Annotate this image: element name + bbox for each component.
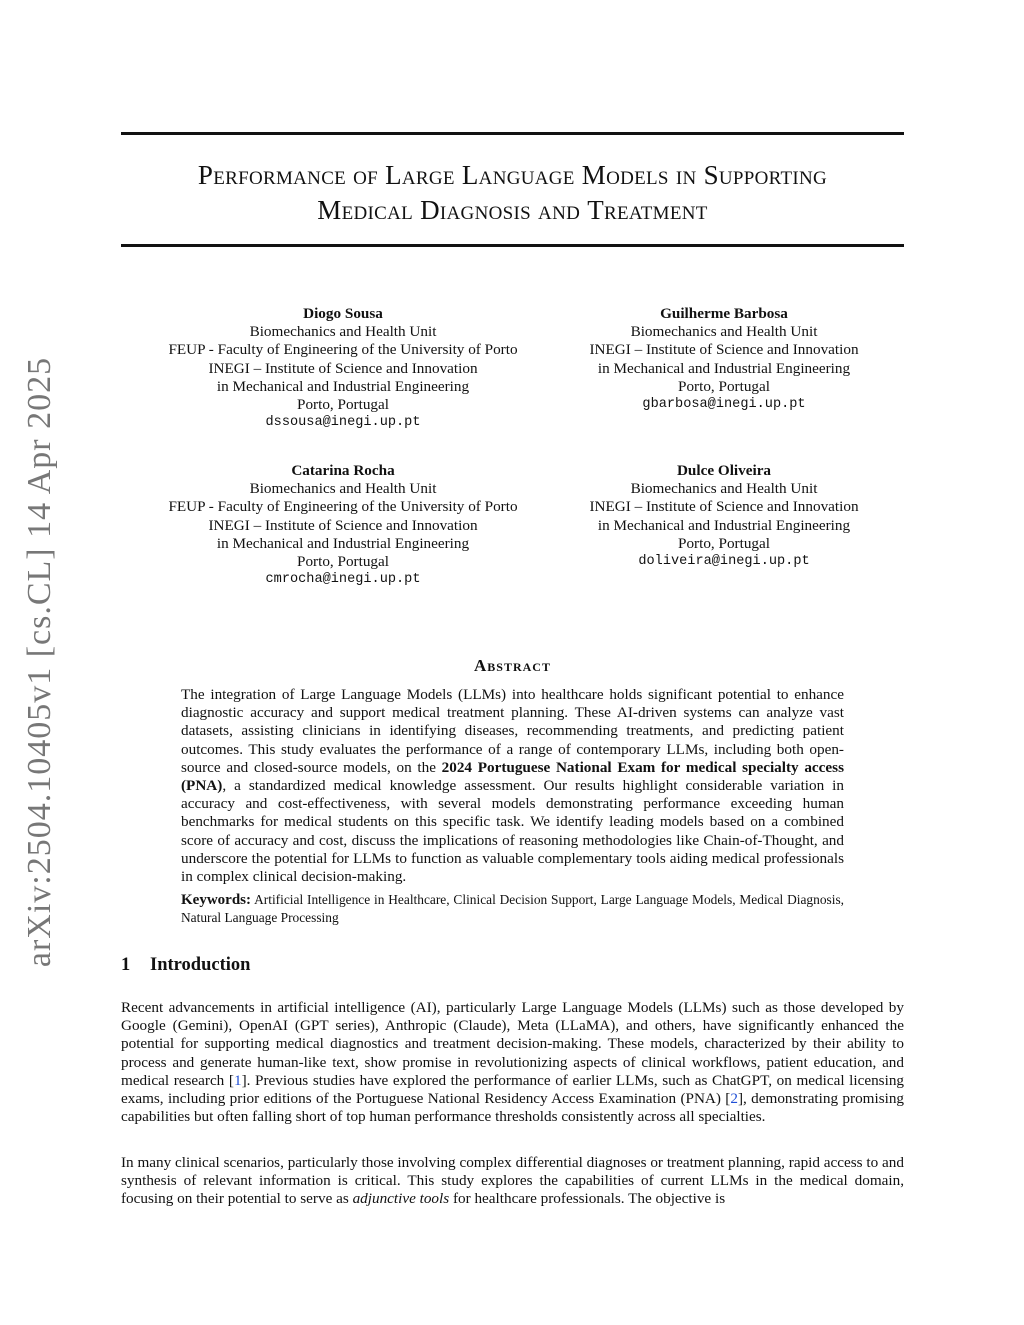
author-affiliation: INEGI – Institute of Science and Innovation: [208, 516, 478, 534]
abstract-text: The integration of Large Language Models (LLMs) into healthcare holds significant potential to enhance diagnostic accuracy and support medical treatment planning. These AI-driven systems can analyze vast datasets, assisting clinicians in identifying diseases, recommending treatments, and predicting patient outcomes. This study evaluates the performance of a range of contemporary LLMs, including both open-source and closed-source models, on the: [181, 686, 844, 776]
title-word: Performance: [197, 160, 347, 190]
title-word: Models: [581, 160, 669, 190]
abstract-text: , a standardized medical knowledge assessment. Our results highlight considerable variation in accuracy and cost-effectiveness, with several models demonstrating performance exceeding human benchmarks for medical students on this specific task. We identify leading models based on a combined score of accuracy and cost, discuss the implications of reasoning methodologies like Chain-of-Thought, and underscore the potential for LLMs to function as valuable complementary tools aiding medical professionals in complex clinical decision-making.: [181, 777, 844, 886]
title-word: Large: [385, 160, 455, 190]
author-affiliation: Biomechanics and Health Unit: [249, 480, 437, 498]
author-affiliation: Biomechanics and Health Unit: [630, 480, 818, 498]
author-email[interactable]: cmrocha@inegi.up.pt: [265, 572, 421, 588]
title-rule-bottom: [121, 244, 904, 247]
author-block: [544, 462, 904, 571]
author-name: Dulce Oliveira: [676, 462, 772, 479]
title-word: Language: [461, 160, 575, 190]
abstract-body: [181, 686, 844, 886]
intro-paragraph-2: [121, 1154, 904, 1209]
abstract-bold-text: 2024 Portuguese National Exam for medical specialty access (PNA): [181, 758, 844, 795]
author-affiliation: INEGI – Institute of Science and Innovation: [208, 359, 478, 377]
author-email[interactable]: dssousa@inegi.up.pt: [265, 415, 421, 431]
paragraph-text: Recent advancements in artificial intelligence (AI), particularly Large Language Models (LLMs) such as those developed by Google (Gemini), OpenAI (GPT series), Anthropic (Claude), Meta (LLaMA), and others, have significantly enhanced the potential for supporting medical diagnostics and treatment decision-making. These models, characterized by their ability to process and generate human-like text, show promise in revolutionizing aspects of clinical workflows, patient education, and medical research [: [121, 999, 904, 1089]
keywords: [181, 891, 844, 926]
title-word: Medical: [317, 195, 414, 225]
citation-link[interactable]: 2: [730, 1090, 738, 1108]
author-block: [143, 462, 543, 589]
arxiv-stamp: arXiv:2504.10405v1 [cs.CL] 14 Apr 2025: [21, 356, 58, 968]
author-affiliation: in Mechanical and Industrial Engineering: [216, 377, 470, 395]
title-word: Diagnosis: [420, 195, 531, 225]
title-word: and: [538, 195, 581, 225]
author-name: Catarina Rocha: [291, 462, 395, 479]
author-block: [143, 305, 543, 432]
author-affiliation: in Mechanical and Industrial Engineering: [597, 516, 851, 534]
section-title: Introduction: [150, 955, 251, 975]
author-affiliation: FEUP - Faculty of Engineering of the University of Porto: [168, 498, 518, 516]
author-email[interactable]: gbarbosa@inegi.up.pt: [642, 397, 806, 413]
author-affiliation: Biomechanics and Health Unit: [249, 323, 437, 341]
author-affiliation: Porto, Portugal: [297, 396, 389, 414]
emphasis-text: adjunctive tools: [352, 1190, 450, 1208]
keywords-text: Artificial Intelligence in Healthcare, Clinical Decision Support, Large Language Models, Medical Diagnosis, Natural Language Processing: [181, 892, 845, 925]
author-affiliation: Biomechanics and Health Unit: [630, 323, 818, 341]
intro-paragraph-1: [121, 999, 904, 1126]
author-name: Diogo Sousa: [303, 305, 383, 322]
author-affiliation: Porto, Portugal: [678, 534, 770, 552]
section-heading: [121, 955, 250, 976]
author-affiliation: INEGI – Institute of Science and Innovation: [589, 498, 859, 516]
citation-link[interactable]: 1: [233, 1071, 242, 1089]
title-word: of: [353, 160, 379, 190]
author-affiliation: INEGI – Institute of Science and Innovation: [589, 341, 859, 359]
author-affiliation: Porto, Portugal: [297, 553, 389, 571]
author-affiliation: FEUP - Faculty of Engineering of the University of Porto: [168, 341, 518, 359]
abstract-heading: Abstract: [474, 656, 551, 675]
title-word: Supporting: [703, 160, 828, 190]
author-affiliation: in Mechanical and Industrial Engineering: [216, 534, 470, 552]
paragraph-text: ], demonstrating promising capabilities but often falling short of top human performance thresholds consistently across all specialties.: [121, 1090, 905, 1126]
author-affiliation: Porto, Portugal: [678, 377, 770, 395]
title-word: in: [675, 160, 697, 190]
author-block: [544, 305, 904, 414]
title-rule-top: [121, 132, 904, 135]
section-number: 1: [121, 955, 131, 975]
paragraph-text: ]. Previous studies have explored the performance of earlier LLMs, such as ChatGPT, on medical licensing exams, including prior editions of the Portuguese National Residency Access Examination (PNA) [: [121, 1071, 905, 1108]
paragraph-text: for healthcare professionals. The objective is: [449, 1190, 726, 1208]
paragraph-text: In many clinical scenarios, particularly those involving complex differential diagnoses or treatment planning, rapid access to and synthesis of relevant information is critical. This study explores the capabilities of current LLMs in the medical domain, focusing on their potential to serve as: [121, 1154, 904, 1208]
title-word: Treatment: [587, 195, 708, 225]
paper-title: [121, 158, 904, 228]
author-name: Guilherme Barbosa: [660, 305, 788, 322]
author-affiliation: in Mechanical and Industrial Engineering: [597, 359, 851, 377]
author-email[interactable]: doliveira@inegi.up.pt: [638, 554, 810, 570]
keywords-label: Keywords:: [181, 892, 251, 908]
